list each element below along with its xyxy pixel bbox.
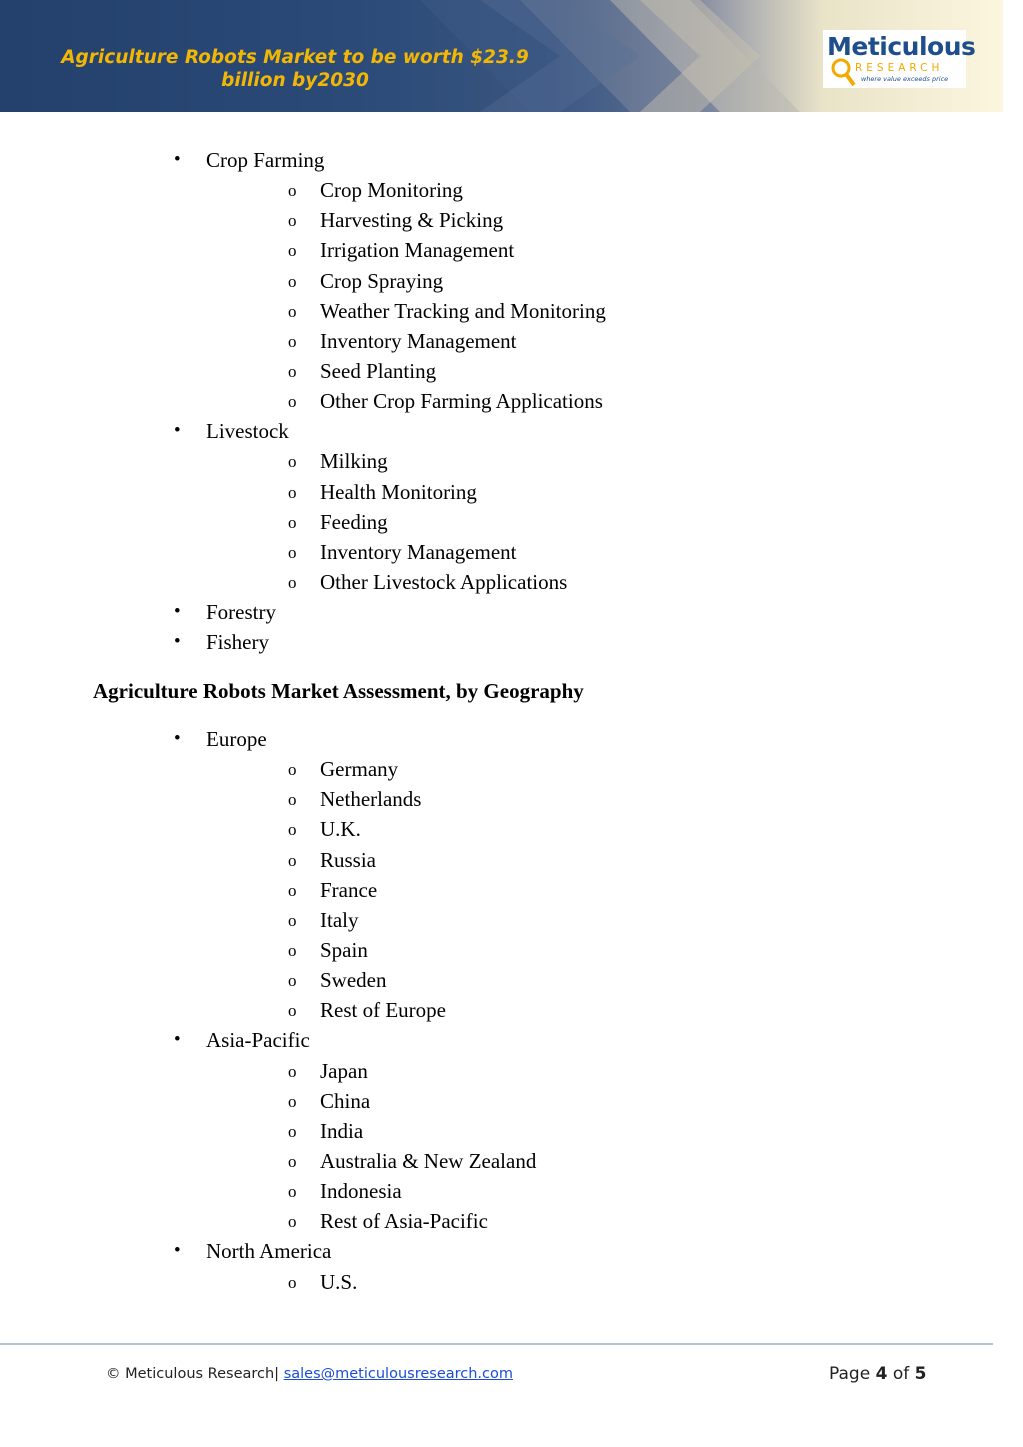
sub-list-item <box>0 845 1023 875</box>
sub-bullet-icon: o <box>288 572 297 592</box>
footer-copyright <box>106 1366 513 1382</box>
sub-list-item-label: Other Livestock Applications <box>320 569 568 594</box>
sub-bullet-icon: o <box>288 880 297 900</box>
sub-list-item-label: Inventory Management <box>320 539 517 564</box>
sub-list-item-label: Rest of Asia-Pacific <box>320 1209 488 1234</box>
sub-list-item-label: France <box>320 877 378 902</box>
sub-list-item-label: Sweden <box>320 968 387 993</box>
sub-list-item <box>0 995 1023 1025</box>
sub-list-item <box>0 477 1023 507</box>
sub-list-item-label: Germany <box>320 757 399 782</box>
sub-bullet-icon: o <box>288 790 297 810</box>
sub-bullet-icon: o <box>288 910 297 930</box>
list-item-label: Europe <box>206 727 267 751</box>
bullet-icon: • <box>174 420 181 442</box>
bullet-icon: • <box>174 601 181 623</box>
sub-list-item <box>0 386 1023 416</box>
list-item-label: Livestock <box>206 419 289 444</box>
bullet-icon: • <box>174 631 181 653</box>
page-total: 5 <box>914 1364 927 1384</box>
application-list <box>0 145 1023 657</box>
sub-bullet-icon: o <box>288 452 297 472</box>
sub-list-item-label: Australia & New Zealand <box>320 1148 537 1173</box>
sub-list-item <box>0 537 1023 567</box>
sub-list-item <box>0 1267 1023 1297</box>
sub-bullet-icon: o <box>288 241 297 261</box>
sub-list-item-label: Other Crop Farming Applications <box>320 389 603 414</box>
sub-bullet-icon: o <box>288 392 297 412</box>
sub-list-item <box>0 1146 1023 1176</box>
sub-bullet-icon: o <box>288 1001 297 1021</box>
sub-list-item-label: Feeding <box>320 509 388 534</box>
sub-list-item <box>0 935 1023 965</box>
sub-bullet-icon: o <box>288 331 297 351</box>
sub-list-item-label: U.K. <box>320 817 361 842</box>
sub-bullet-icon: o <box>288 760 297 780</box>
list-item-label: Fishery <box>206 630 269 655</box>
sub-list-item-label: Rest of Europe <box>320 998 446 1023</box>
geography-list <box>0 724 1023 1297</box>
sub-bullet-icon: o <box>288 1091 297 1111</box>
list-item <box>0 145 1023 175</box>
sub-bullet-icon: o <box>288 940 297 960</box>
sub-list-item-label: Spain <box>320 937 368 962</box>
meticulous-research-logo <box>823 30 976 88</box>
sub-list-item <box>0 875 1023 905</box>
sub-list-item <box>0 905 1023 935</box>
bullet-icon: • <box>174 1029 181 1051</box>
list-item <box>0 724 1023 754</box>
list-item-label: North America <box>206 1239 332 1264</box>
sub-list-item <box>0 446 1023 476</box>
list-item <box>0 416 1023 446</box>
sub-bullet-icon: o <box>288 482 297 502</box>
sub-list-item <box>0 1116 1023 1146</box>
sub-bullet-icon: o <box>288 1061 297 1081</box>
list-item <box>0 597 1023 627</box>
list-item <box>0 1236 1023 1266</box>
sub-list-item-label: Indonesia <box>320 1179 402 1204</box>
sub-list-item <box>0 296 1023 326</box>
sub-list-item <box>0 235 1023 265</box>
sub-list-item <box>0 356 1023 386</box>
email-link[interactable]: sales@meticulousresearch.com <box>283 1366 514 1382</box>
magnifier-icon <box>829 58 857 88</box>
sub-list-item <box>0 814 1023 844</box>
sub-list-item <box>0 175 1023 205</box>
sub-bullet-icon: o <box>288 1121 297 1141</box>
sub-list-item <box>0 507 1023 537</box>
sub-list-item-label: Irrigation Management <box>320 238 515 263</box>
list-item <box>0 1025 1023 1055</box>
page-number <box>829 1364 926 1384</box>
page-header <box>0 0 1003 112</box>
header-title: Agriculture Robots Market to be worth $23.9 billion by2030 <box>61 47 529 91</box>
sub-list-item <box>0 266 1023 296</box>
sub-bullet-icon: o <box>288 301 297 321</box>
sub-list-item-label: Crop Spraying <box>320 268 444 293</box>
page-prefix: Page <box>829 1364 871 1384</box>
sub-bullet-icon: o <box>288 1272 297 1292</box>
sub-list-item-label: China <box>320 1088 371 1113</box>
sub-list-item-label: Health Monitoring <box>320 479 477 504</box>
page-of: of <box>892 1364 910 1384</box>
sub-list-item-label: Harvesting & Picking <box>320 208 504 233</box>
sub-bullet-icon: o <box>288 512 297 532</box>
sub-list-item <box>0 1056 1023 1086</box>
sub-list-item-label: Russia <box>320 847 377 872</box>
bullet-icon: • <box>174 728 181 749</box>
list-item-label: Forestry <box>206 600 276 625</box>
sub-list-item <box>0 784 1023 814</box>
page-current: 4 <box>875 1364 888 1384</box>
sub-list-item-label: Italy <box>320 907 359 932</box>
bullet-icon: • <box>174 149 181 170</box>
sub-list-item-label: Japan <box>320 1058 368 1083</box>
sub-list-item <box>0 1206 1023 1236</box>
logo-tagline: where value exceeds price <box>861 75 949 83</box>
list-item-label: Asia-Pacific <box>206 1028 310 1053</box>
geography-heading: Agriculture Robots Market Assessment, by Geography <box>93 679 584 703</box>
sub-bullet-icon: o <box>288 271 297 291</box>
footer-divider <box>0 1343 993 1345</box>
sub-list-item-label: Weather Tracking and Monitoring <box>320 298 606 323</box>
sub-list-item-label: U.S. <box>320 1269 358 1294</box>
sub-bullet-icon: o <box>288 1212 297 1232</box>
sub-list-item-label: Crop Monitoring <box>320 178 463 203</box>
sub-bullet-icon: o <box>288 1182 297 1202</box>
sub-list-item-label: Netherlands <box>320 787 422 812</box>
list-item <box>0 627 1023 657</box>
logo-name: Meticulous <box>827 32 976 61</box>
sub-bullet-icon: o <box>288 211 297 231</box>
sub-list-item-label: Inventory Management <box>320 328 517 353</box>
sub-bullet-icon: o <box>288 542 297 562</box>
sub-list-item-label: India <box>320 1118 364 1143</box>
sub-list-item <box>0 965 1023 995</box>
sub-bullet-icon: o <box>288 1151 297 1171</box>
bullet-icon: • <box>174 1240 181 1262</box>
sub-list-item <box>0 754 1023 784</box>
copyright-text: © Meticulous Research| <box>106 1366 280 1382</box>
sub-list-item <box>0 567 1023 597</box>
sub-list-item <box>0 205 1023 235</box>
sub-bullet-icon: o <box>288 820 297 840</box>
sub-list-item <box>0 1176 1023 1206</box>
sub-list-item <box>0 326 1023 356</box>
sub-bullet-icon: o <box>288 181 297 201</box>
sub-list-item-label: Seed Planting <box>320 358 437 383</box>
sub-bullet-icon: o <box>288 850 297 870</box>
sub-list-item-label: Milking <box>320 449 388 474</box>
sub-bullet-icon: o <box>288 361 297 381</box>
logo-subtitle: RESEARCH <box>855 62 944 74</box>
sub-list-item <box>0 1086 1023 1116</box>
sub-bullet-icon: o <box>288 971 297 991</box>
list-item-label: Crop Farming <box>206 148 325 172</box>
